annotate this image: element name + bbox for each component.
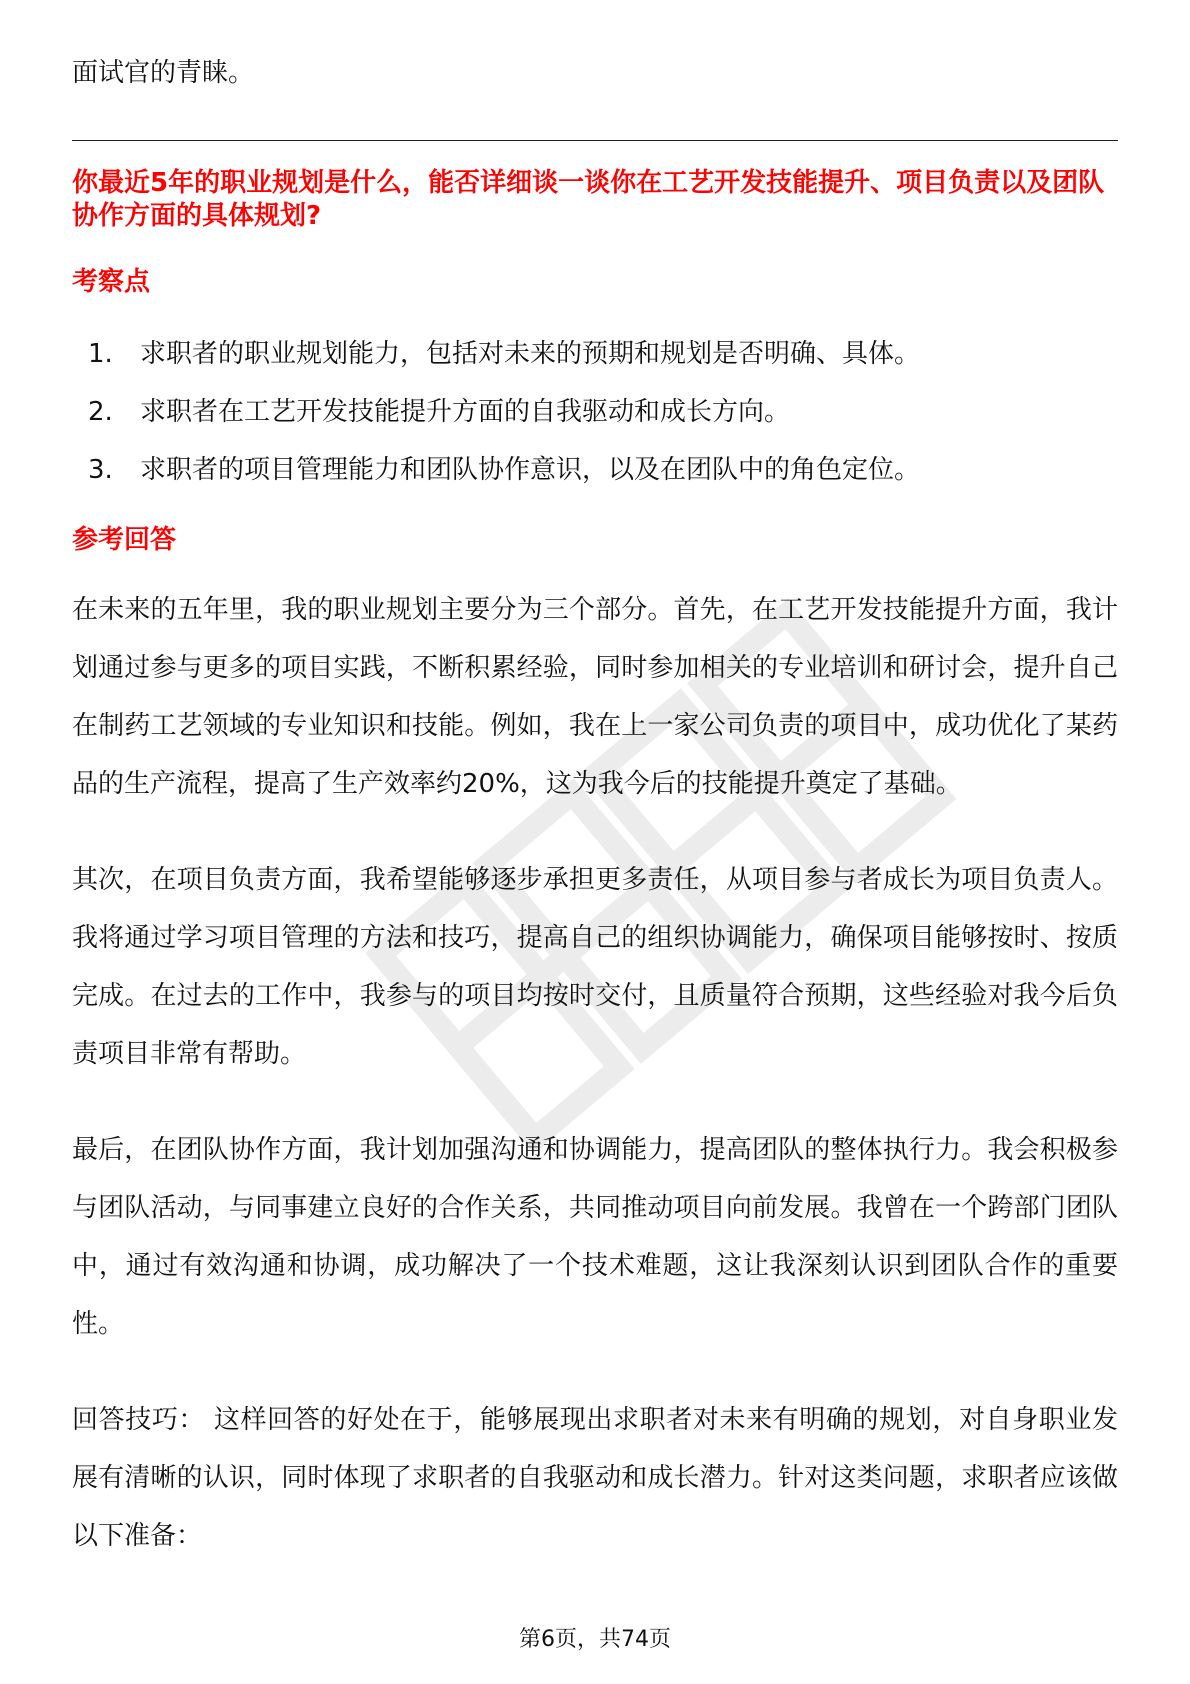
question-heading: 你最近5年的职业规划是什么，能否详细谈一谈你在工艺开发技能提升、项目负责以及团队协作方面的具体规划? <box>72 168 1105 231</box>
page-number: 第6页，共74页 <box>519 1627 671 1652</box>
list-item <box>72 325 1118 383</box>
tips-paragraph: 回答技巧： 这样回答的好处在于，能够展现出求职者对未来有明确的规划，对自身职业发展有清晰的认识，同时体现了求职者的自我驱动和成长潜力。针对这类问题，求职者应该做以下准备： <box>72 1405 1118 1551</box>
list-item-number: 3. <box>88 455 113 485</box>
list-item-text: 求职者的职业规划能力，包括对未来的预期和规划是否明确、具体。 <box>140 339 921 369</box>
answer-paragraph: 最后，在团队协作方面，我计划加强沟通和协调能力，提高团队的整体执行力。我会积极参与团队活动，与同事建立良好的合作关系，共同推动项目向前发展。我曾在一个跨部门团队中，通过有效沟通和协调，成功解决了一个技术难题，这让我深刻认识到团队合作的重要性。 <box>72 1135 1118 1339</box>
page-content <box>72 44 1118 1565</box>
continued-text: 面试官的青睐。 <box>72 58 255 88</box>
list-item <box>72 383 1118 441</box>
focus-title: 考察点 <box>72 267 151 297</box>
list-item-text: 求职者在工艺开发技能提升方面的自我驱动和成长方向。 <box>140 397 791 427</box>
answer-paragraph: 其次，在项目负责方面，我希望能够逐步承担更多责任，从项目参与者成长为项目负责人。我将通过学习项目管理的方法和技巧，提高自己的组织协调能力，确保项目能够按时、按质完成。在过去的工作中，我参与的项目均按时交付，且质量符合预期，这些经验对我今后负责项目非常有帮助。 <box>72 865 1118 1069</box>
list-item-text: 求职者的项目管理能力和团队协作意识，以及在团队中的角色定位。 <box>140 455 921 485</box>
list-item <box>72 441 1118 499</box>
focus-list <box>72 325 1118 499</box>
answer-title: 参考回答 <box>72 525 177 555</box>
answer-body <box>72 581 1118 1565</box>
list-item-number: 1. <box>88 339 113 369</box>
answer-paragraph: 在未来的五年里，我的职业规划主要分为三个部分。首先，在工艺开发技能提升方面，我计划通过参与更多的项目实践，不断积累经验，同时参加相关的专业培训和研讨会，提升自己在制药工艺领域的专业知识和技能。例如，我在上一家公司负责的项目中，成功优化了某药品的生产流程，提高了生产效率约20%，这为我今后的技能提升奠定了基础。 <box>72 595 1118 799</box>
section-divider <box>72 140 1118 141</box>
list-item-number: 2. <box>88 397 113 427</box>
